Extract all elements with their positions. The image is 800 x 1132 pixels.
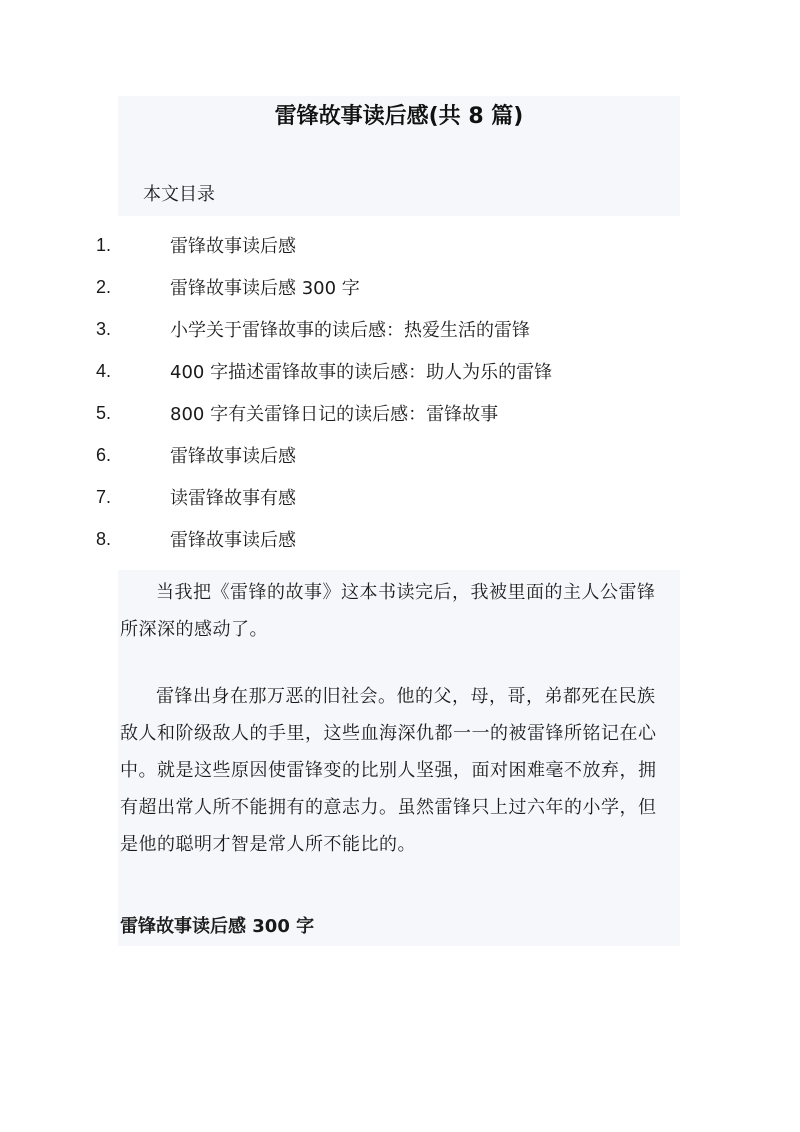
section-heading: 雷锋故事读后感 300 字 bbox=[120, 916, 315, 937]
toc-item[interactable] bbox=[96, 308, 552, 350]
toc-item[interactable] bbox=[96, 224, 552, 266]
toc-item-number: 6. bbox=[96, 444, 112, 465]
toc-item-number: 2. bbox=[96, 276, 112, 297]
toc-item[interactable] bbox=[96, 392, 552, 434]
toc-item-link[interactable]: 雷锋故事读后感 300 字 bbox=[170, 278, 360, 299]
toc-item-link[interactable]: 雷锋故事读后感 bbox=[170, 446, 296, 467]
toc-item-link[interactable]: 雷锋故事读后感 bbox=[170, 236, 296, 257]
body-paragraph: 雷锋出身在那万恶的旧社会。他的父，母，哥，弟都死在民族敌人和阶级敌人的手里，这些血海深仇都一一的被雷锋所铭记在心中。就是这些原因使雷锋变的比别人坚强，面对困难毫不放弃，拥有超出常人所不能拥有的意志力。虽然雷锋只上过六年的小学，但是他的聪明才智是常人所不能比的。 bbox=[120, 686, 657, 855]
toc-item-link[interactable]: 400 字描述雷锋故事的读后感：助人为乐的雷锋 bbox=[170, 362, 553, 383]
toc-item-number: 1. bbox=[96, 234, 112, 255]
toc-item-link[interactable]: 雷锋故事读后感 bbox=[170, 530, 296, 551]
toc-item-number: 4. bbox=[96, 360, 112, 381]
toc-item-number: 3. bbox=[96, 318, 112, 339]
toc-item[interactable] bbox=[96, 350, 552, 392]
toc-item[interactable] bbox=[96, 266, 552, 308]
toc-item[interactable] bbox=[96, 518, 552, 560]
toc-item[interactable] bbox=[96, 476, 552, 518]
toc-item-number: 7. bbox=[96, 486, 112, 507]
toc-item-number: 8. bbox=[96, 528, 112, 549]
document-title: 雷锋故事读后感(共 8 篇) bbox=[274, 104, 524, 129]
toc-item-link[interactable]: 读雷锋故事有感 bbox=[170, 488, 296, 509]
table-of-contents bbox=[96, 224, 552, 560]
toc-item-link[interactable]: 小学关于雷锋故事的读后感：热爱生活的雷锋 bbox=[170, 320, 530, 341]
toc-heading: 本文目录 bbox=[143, 184, 215, 205]
toc-item-number: 5. bbox=[96, 402, 112, 423]
toc-item-link[interactable]: 800 字有关雷锋日记的读后感：雷锋故事 bbox=[170, 404, 499, 425]
toc-item[interactable] bbox=[96, 434, 552, 476]
body-paragraph: 当我把《雷锋的故事》这本书读完后，我被里面的主人公雷锋所深深的感动了。 bbox=[120, 582, 656, 640]
